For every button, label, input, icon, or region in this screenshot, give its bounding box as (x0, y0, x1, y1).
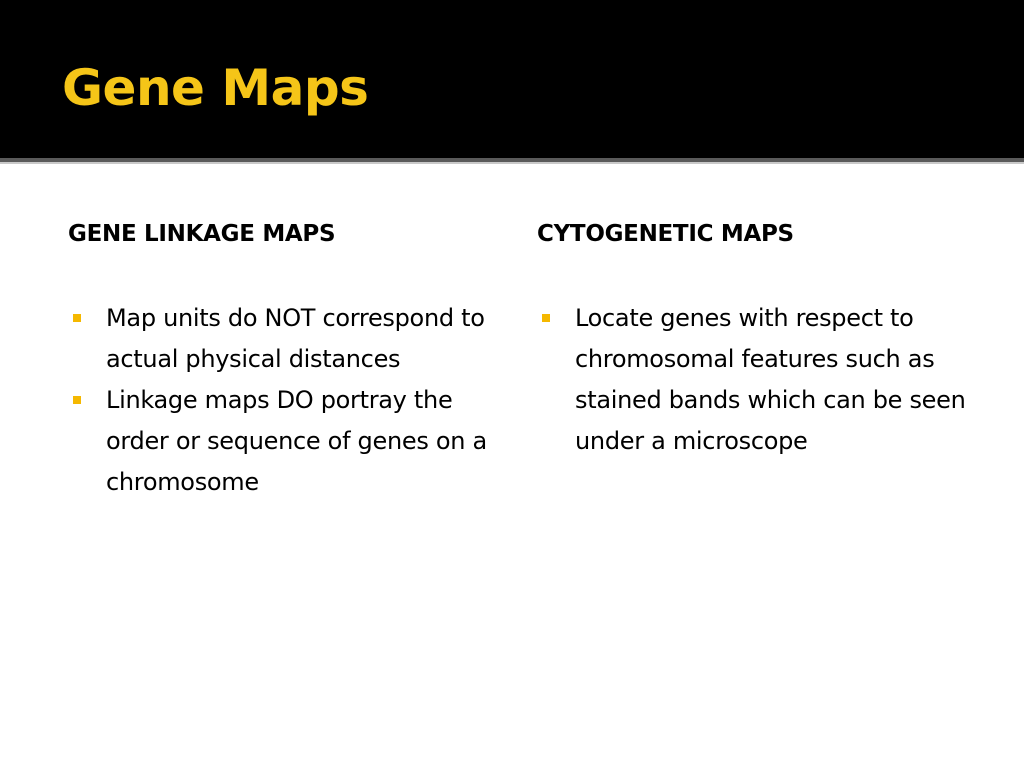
title-divider-light (0, 162, 1024, 164)
square-bullet-icon (73, 314, 81, 322)
column-gene-linkage-maps (68, 214, 508, 503)
square-bullet-icon (542, 314, 550, 322)
bullet-text: Map units do NOT correspond to actual physical distances (106, 304, 485, 373)
bullet-list (68, 298, 508, 503)
bullet-item (68, 380, 508, 503)
bullet-list (537, 298, 977, 462)
column-heading: GENE LINKAGE MAPS (68, 221, 336, 247)
bullet-item (68, 298, 508, 380)
column-heading: CYTOGENETIC MAPS (537, 221, 794, 247)
bullet-text: Locate genes with respect to chromosomal features such as stained bands which can be seen under a microscope (575, 304, 966, 455)
title-bar (0, 0, 1024, 158)
bullet-text: Linkage maps DO portray the order or sequence of genes on a chromosome (106, 386, 487, 496)
slide-title: Gene Maps (62, 59, 369, 117)
column-cytogenetic-maps (537, 214, 977, 462)
bullet-item (537, 298, 977, 462)
square-bullet-icon (73, 396, 81, 404)
